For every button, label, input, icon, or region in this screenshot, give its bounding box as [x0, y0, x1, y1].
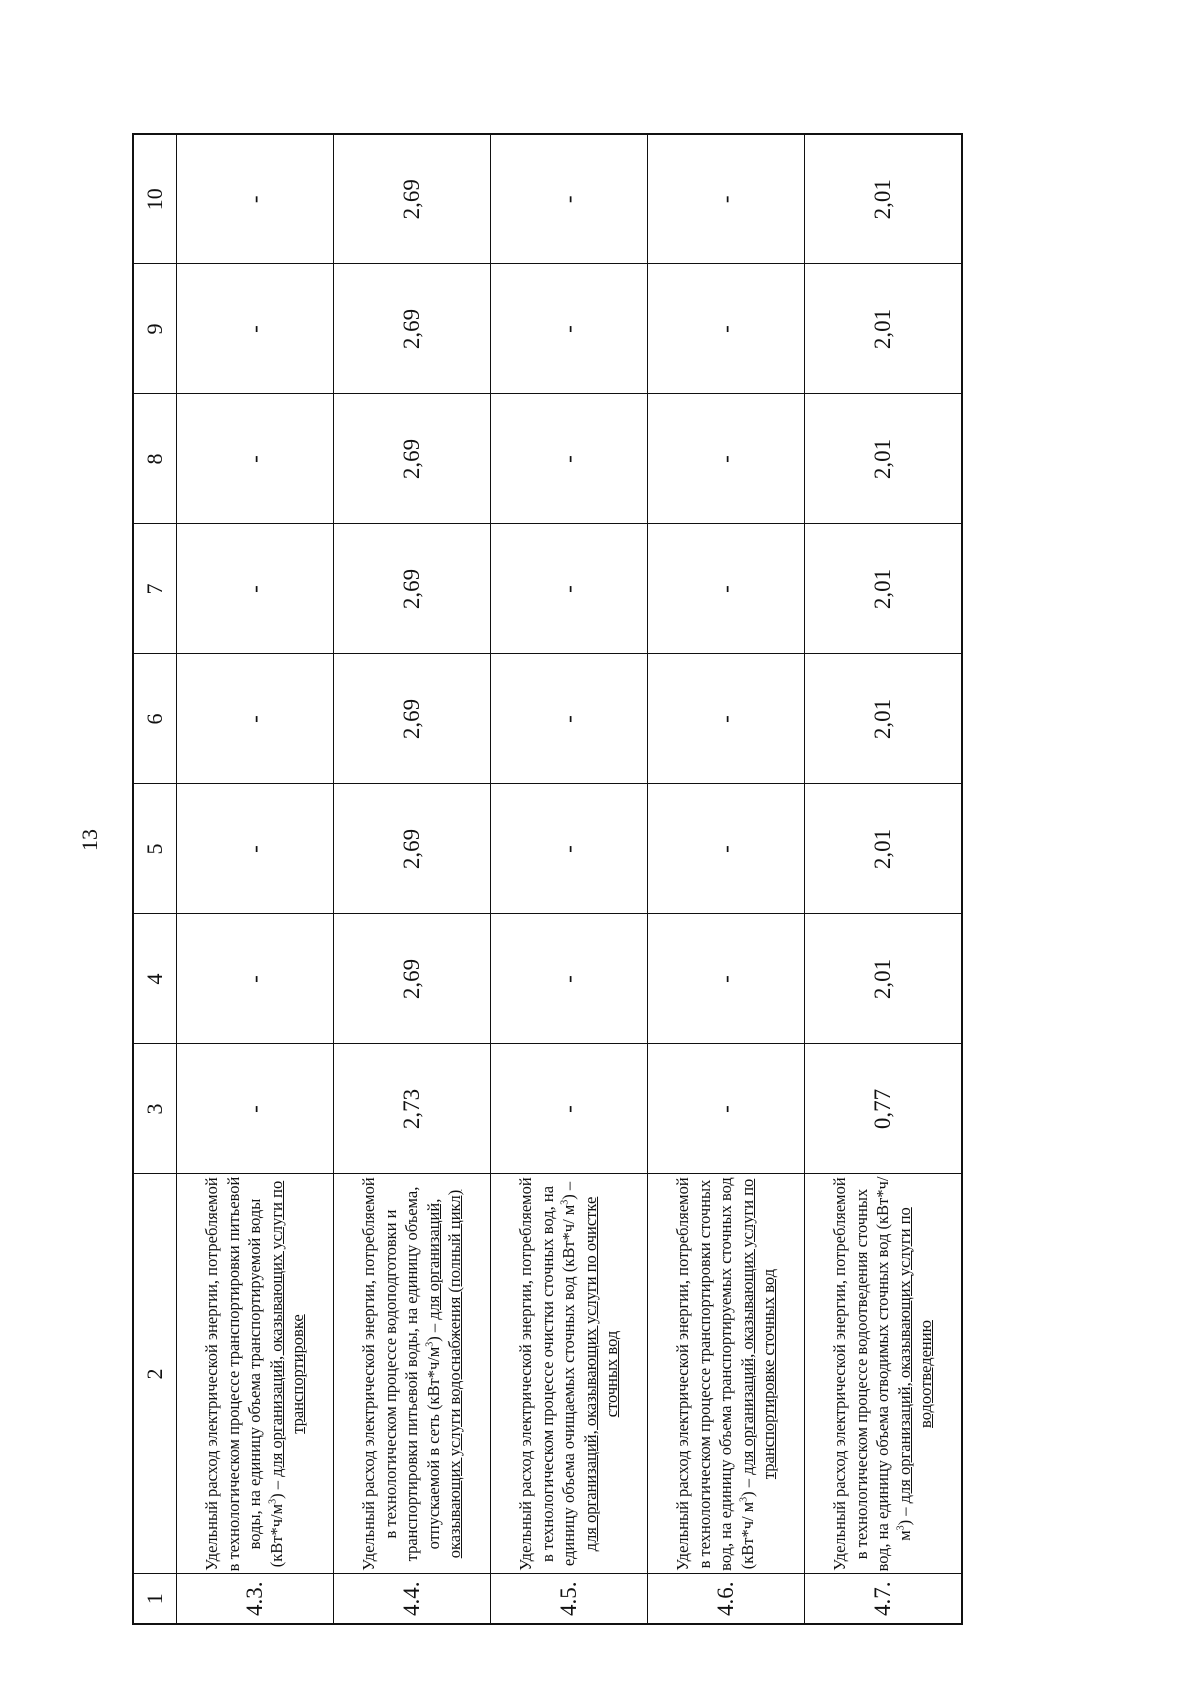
value-cell: - — [177, 134, 334, 264]
value-cell: 2,69 — [334, 914, 491, 1044]
description-dash: ) – — [559, 1181, 579, 1200]
description-underlined: для организаций, оказывающих услуги водоснабжения (полный цикл) — [423, 1189, 465, 1559]
table-row — [491, 134, 648, 1624]
row-number: 4.4. — [334, 1574, 491, 1624]
header-cell: 8 — [133, 394, 177, 524]
superscript: 3 — [895, 1525, 906, 1531]
indicators-table — [132, 133, 963, 1625]
value-cell: 2,01 — [805, 524, 962, 654]
value-cell: - — [177, 394, 334, 524]
header-cell: 1 — [133, 1574, 177, 1624]
row-number: 4.3. — [177, 1574, 334, 1624]
value-cell: - — [648, 264, 805, 394]
value-cell: 2,01 — [805, 914, 962, 1044]
value-cell: - — [491, 524, 648, 654]
header-cell: 5 — [133, 784, 177, 914]
table-row — [805, 134, 962, 1624]
header-cell: 7 — [133, 524, 177, 654]
superscript: 3 — [738, 1496, 750, 1502]
value-cell: 0,77 — [805, 1044, 962, 1174]
description-text: Удельный расход электрической энергии, потребляемой в технологическом процессе транспортировки питьевой воды, на единицу объема транспортируемой воды (кВт*ч/м — [202, 1176, 286, 1572]
value-cell: - — [177, 524, 334, 654]
value-cell: - — [491, 134, 648, 264]
value-cell: - — [491, 264, 648, 394]
value-cell: 2,01 — [805, 784, 962, 914]
row-description — [177, 1174, 334, 1574]
value-cell: 2,01 — [805, 394, 962, 524]
value-cell: - — [177, 654, 334, 784]
description-dash: ) – — [894, 1503, 914, 1526]
row-description — [334, 1174, 491, 1574]
header-cell: 3 — [133, 1044, 177, 1174]
header-cell: 10 — [133, 134, 177, 264]
value-cell: - — [648, 394, 805, 524]
description-text: Удельный расход электрической энергии, потребляемой в технологическом процессе водоотведения сточных вод, на единицу объема отводимых сточных вод (кВт*ч/ м — [830, 1176, 914, 1572]
value-cell: - — [648, 134, 805, 264]
row-number: 4.5. — [491, 1574, 648, 1624]
value-cell: - — [491, 784, 648, 914]
value-cell: - — [648, 654, 805, 784]
value-cell: 2,69 — [334, 654, 491, 784]
header-cell: 2 — [133, 1174, 177, 1574]
table-row — [648, 134, 805, 1624]
value-cell: 2,01 — [805, 264, 962, 394]
value-cell: - — [648, 524, 805, 654]
page-number: 13 — [77, 829, 102, 851]
description-dash: ) – — [737, 1474, 757, 1497]
value-cell: 2,01 — [805, 134, 962, 264]
description-text: Удельный расход электрической энергии, потребляемой в технологическом процессе очистки сточных вод, на единицу объема очищаемых сточных вод (кВт*ч/ м — [516, 1177, 579, 1571]
value-cell: - — [177, 914, 334, 1044]
row-number: 4.7. — [805, 1574, 962, 1624]
value-cell: - — [491, 394, 648, 524]
value-cell: - — [491, 654, 648, 784]
table-row — [334, 134, 491, 1624]
row-number: 4.6. — [648, 1574, 805, 1624]
rotated-table-container — [132, 135, 961, 1625]
header-cell: 9 — [133, 264, 177, 394]
value-cell: - — [648, 784, 805, 914]
header-cell: 6 — [133, 654, 177, 784]
header-row — [133, 134, 177, 1624]
value-cell: 2,69 — [334, 264, 491, 394]
value-cell: 2,69 — [334, 524, 491, 654]
value-cell: - — [177, 264, 334, 394]
value-cell: - — [491, 1044, 648, 1174]
superscript: 3 — [559, 1199, 571, 1205]
description-underlined: для организаций, оказывающих услуги по водоотведению — [894, 1207, 935, 1504]
row-description — [648, 1174, 805, 1574]
value-cell: 2,69 — [334, 784, 491, 914]
value-cell: 2,69 — [334, 134, 491, 264]
description-underlined: для организаций, оказывающих услуги по транспортировке сточных вод — [737, 1178, 779, 1480]
superscript: 3 — [267, 1498, 279, 1504]
row-description — [805, 1174, 962, 1574]
value-cell: - — [648, 914, 805, 1044]
description-text: Удельный расход электрической энергии, потребляемой в технологическом процессе водоподготовки и транспортировки питьевой воды, на единицу объема, отпускаемой в сеть (кВт*ч/м — [359, 1177, 443, 1571]
description-text: Удельный расход электрической энергии, потребляемой в технологическом процессе транспортировки сточных вод, на единицу объема транспортируемых сточных вод (кВт*ч/ м — [673, 1177, 757, 1571]
description-underlined: для организаций, оказывающих услуги по транспортировке — [266, 1180, 308, 1477]
description-dash: ) – — [266, 1476, 286, 1499]
value-cell: - — [648, 1044, 805, 1174]
value-cell: 2,69 — [334, 394, 491, 524]
table-row — [177, 134, 334, 1624]
value-cell: - — [177, 1044, 334, 1174]
value-cell: 2,73 — [334, 1044, 491, 1174]
description-dash: ) – — [423, 1319, 443, 1342]
value-cell: - — [177, 784, 334, 914]
value-cell: 2,01 — [805, 654, 962, 784]
superscript: 3 — [424, 1341, 436, 1347]
value-cell: - — [491, 914, 648, 1044]
header-cell: 4 — [133, 914, 177, 1044]
description-underlined: для организаций, оказывающих услуги по очистке сточных вод — [580, 1196, 622, 1552]
row-description — [491, 1174, 648, 1574]
